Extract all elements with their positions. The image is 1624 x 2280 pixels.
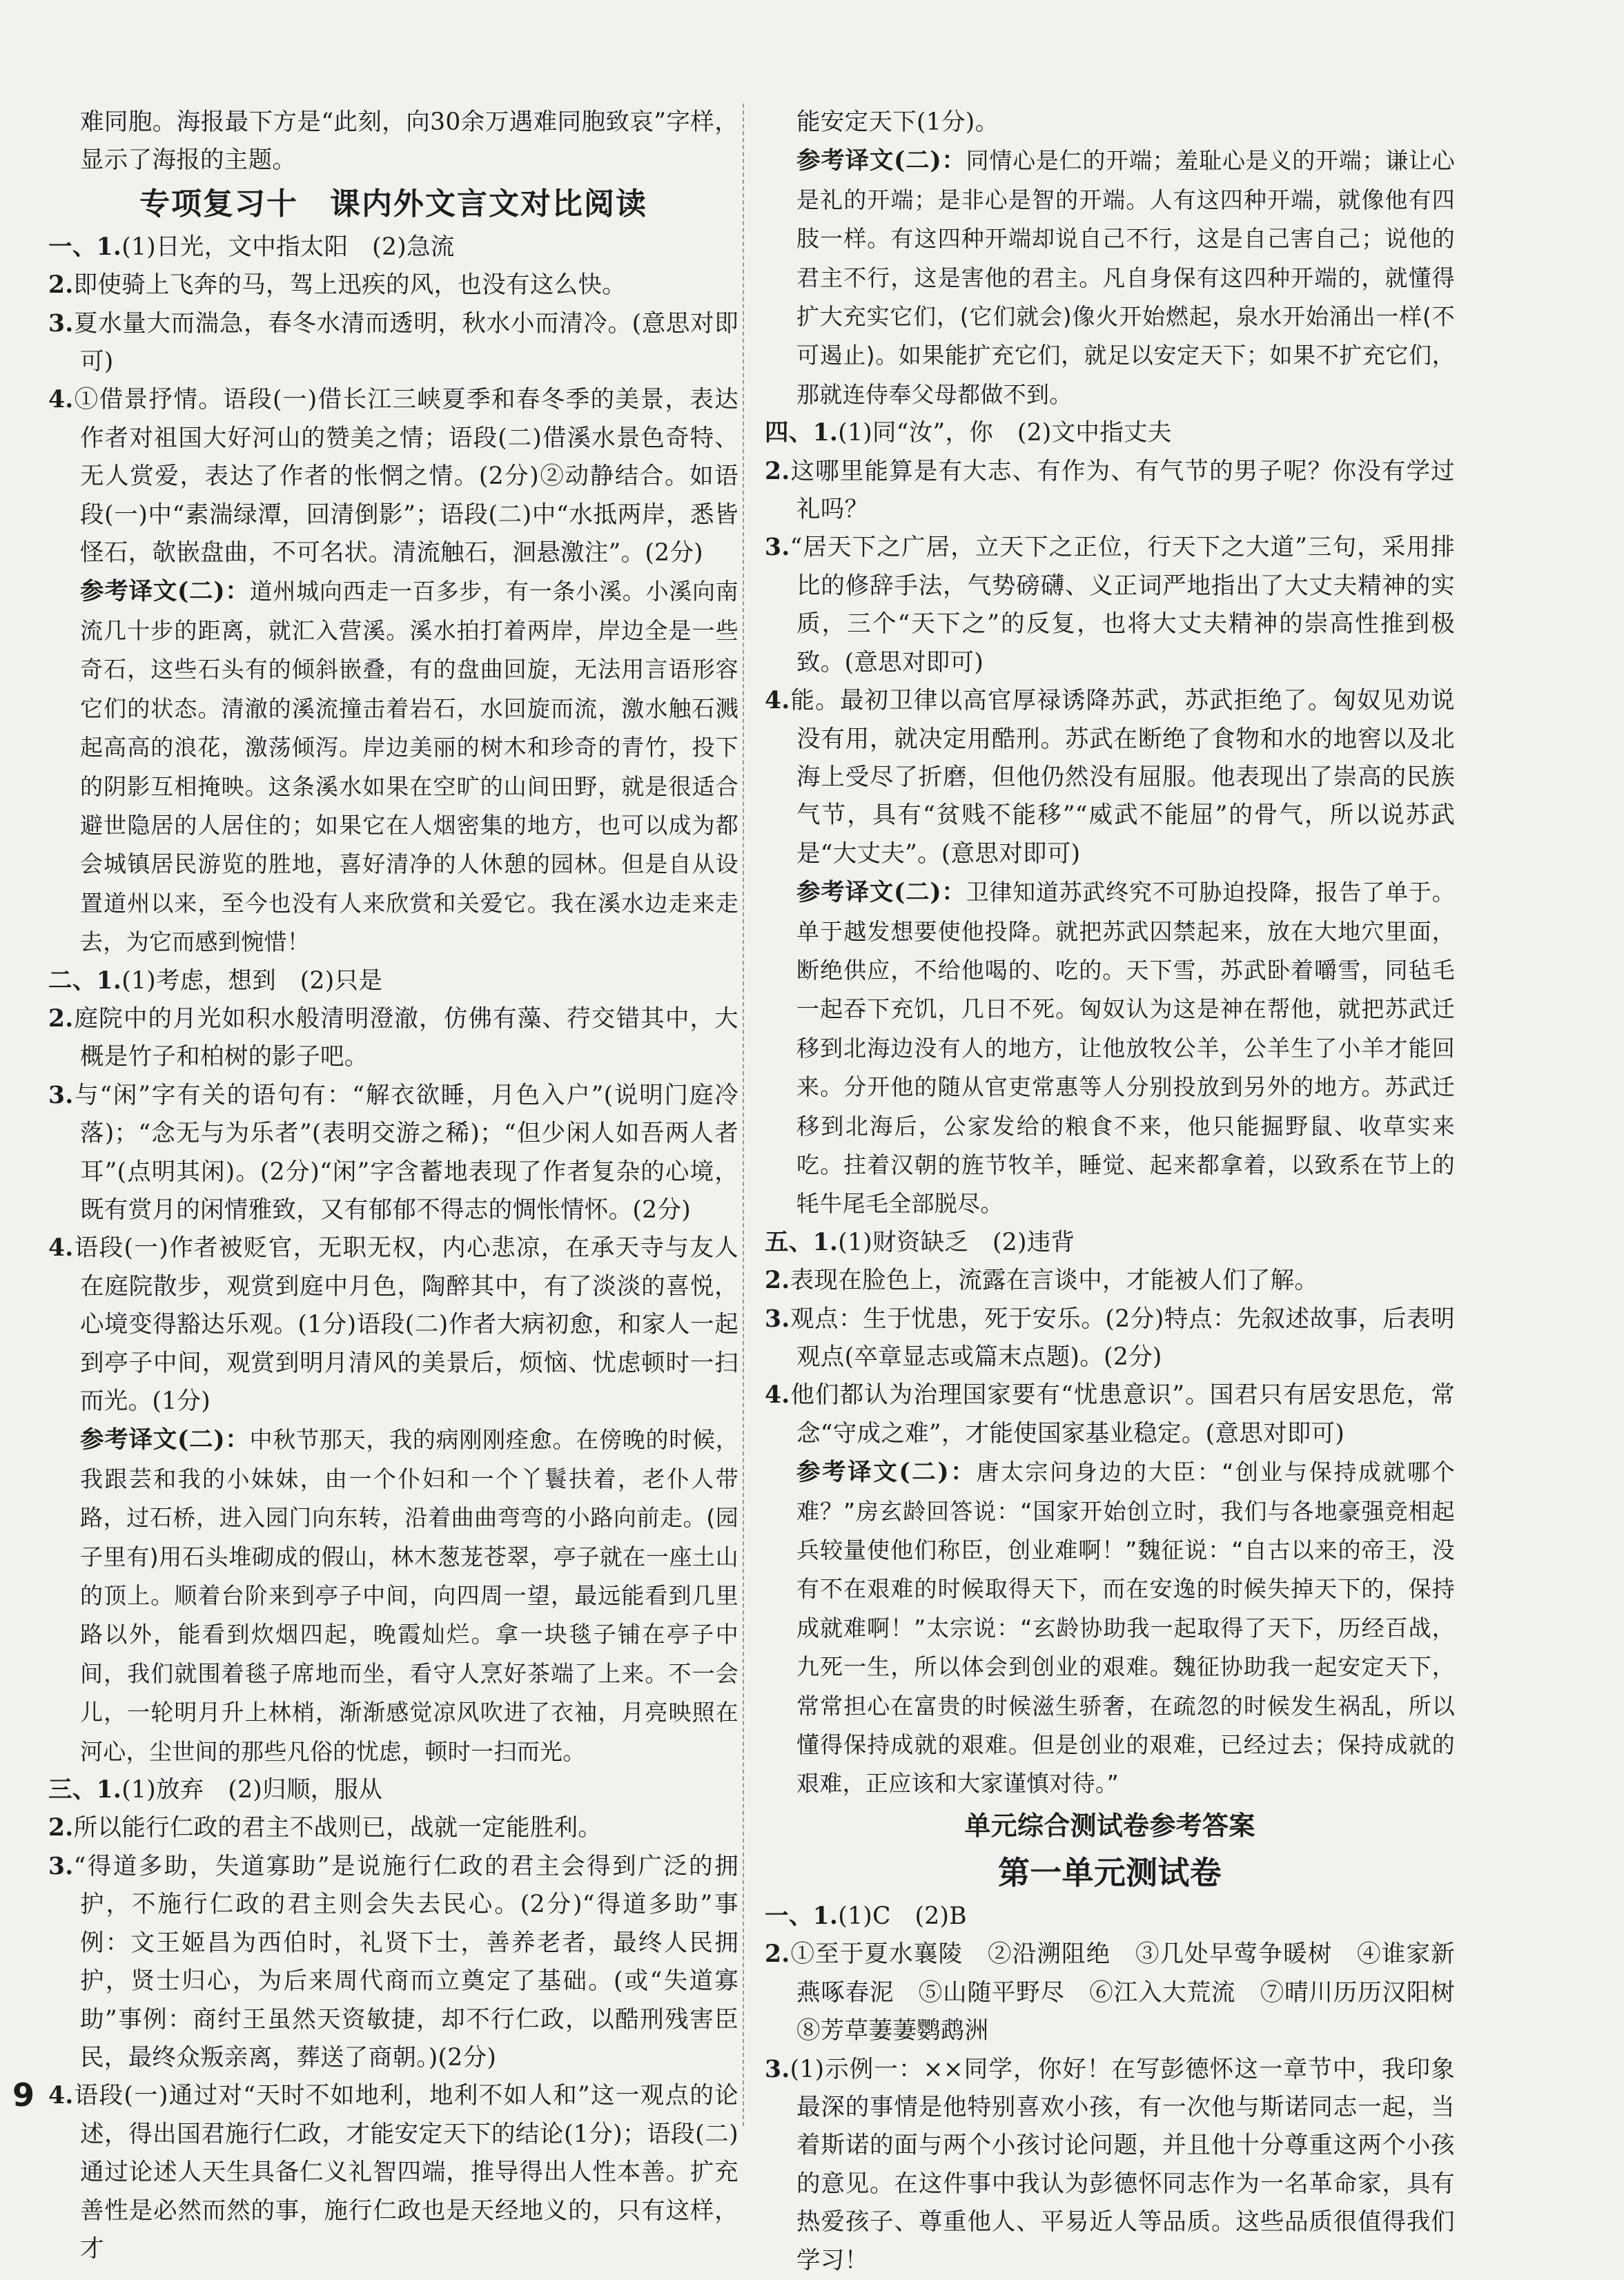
- unit-test-heading: 第一单元测试卷: [997, 1853, 1222, 1891]
- reference-translation: 参考译文(二)：道州城向西走一百多步，有一条小溪。小溪向南流几十步的距离，就汇入营溪。溪水拍打着两岸，岸边全是一些奇石，这些石头有的倾斜嵌叠，有的盘曲回旋，无法用言语形容它们的状态。清澈的溪流撞击着岩石，水回旋而流，激水触石溅起高高的浪花，激荡倾泻。岸边美丽的树木和珍奇的青竹，投下的阴影互相掩映。这条溪水如果在空旷的山间田野，就是很适合避世隐居的人居住的；如果它在人烟密集的地方，也可以成为都会城镇居民游览的胜地，喜好清净的人休憩的园林。但是自从设置道州以来，至今也没有人来欣赏和关爱它。我在溪水边走来走去，为它而感到惋惜！: [80, 578, 739, 956]
- continued-text: 能安定天下(1分)。: [796, 108, 999, 136]
- reference-translation: 参考译文(二)：同情心是仁的开端；羞耻心是义的开端；谦让心是礼的开端；是非心是智的开端。人有这四种开端，就像他有四肢一样。有这四种开端却说自己不行，这是自己害自己；说他的君主不行，这是害他的君主。凡自身保有这四种开端的，就懂得扩大充实它们，(它们就会)像火开始燃起，泉水开始涌出一样(不可遏止)。如果能扩充它们，就足以安定天下；如果不扩充它们，那就连侍奉父母都做不到。: [796, 147, 1456, 408]
- list-item: 3.与“闲”字有关的语句有：“解衣欲睡，月色入户”(说明门庭冷落)；“念无与为乐者”(表明交游之稀)；“但少闲人如吾两人者耳”(点明其闲)。(2分)“闲”字含蓄地表现了作者复杂的心境，既有赏月的闲情雅致，又有郁郁不得志的惆怅情怀。(2分): [48, 1081, 738, 1224]
- list-item: 2.即使骑上飞奔的马，驾上迅疾的风，也没有这么快。: [48, 271, 627, 300]
- list-item: 3.“得道多助，失道寡助”是说施行仁政的君主会得到广泛的拥护，不施行仁政的君主则会失去民心。(2分)“得道多助”事例：文王姬昌为西伯时，礼贤下士，善养老者，最终人民拥护，贤士归心，为后来周代商而立奠定了基础。(或“失道寡助”事例：商纣王虽然天资敏捷，却不行仁政，以酷刑残害臣民，最终众叛亲离，葬送了商朝。)(2分): [48, 1852, 738, 2072]
- list-item: 4.①借景抒情。语段(一)借长江三峡夏季和春冬季的美景，表达作者对祖国大好河山的赞美之情；语段(二)借溪水景色奇特、无人赏爱，表达了作者的怅惘之情。(2分)②动静结合。如语段(一)中“素湍绿潭，回清倒影”；语段(二)中“水抵两岸，悉皆怪石，欹嵌盘曲，不可名状。清流触石，洄悬激注”。(2分): [48, 386, 738, 567]
- list-item: 一、1.(1)C (2)B: [765, 1902, 967, 1930]
- list-item: 2.表现在脸色上，流露在言谈中，才能被人们了解。: [765, 1267, 1319, 1295]
- list-item: 4.他们都认为治理国家要有“忧患意识”。国君只有居安思危，常念“守成之难”，才能使国家基业稳定。(意思对即可): [765, 1381, 1455, 1448]
- list-item: 三、1.(1)放弃 (2)归顺，服从: [48, 1776, 383, 1804]
- left-column: [48, 104, 738, 2268]
- list-item: 2.所以能行仁政的君主不战则已，战就一定能胜利。: [48, 1814, 603, 1842]
- list-item: 3.夏水量大而湍急，春冬水清而透明，秋水小而清冷。(意思对即可): [48, 309, 738, 376]
- list-item: 4.语段(一)作者被贬官，无职无权，内心悲凉，在承天寺与友人在庭院散步，观赏到庭中月色，陶醉其中，有了淡淡的喜悦，心境变得豁达乐观。(1分)语段(二)作者大病初愈，和家人一起到亭子中间，观赏到明月清风的美景后，烦恼、忧虑顿时一扫而光。(1分): [48, 1234, 738, 1415]
- list-item: 3.“居天下之广居，立天下之正位，行天下之大道”三句，采用排比的修辞手法，气势磅礴、义正词严地指出了大丈夫精神的实质，三个“天下之”的反复，也将大丈夫精神的崇高性推到极致。(意思对即可): [765, 534, 1455, 676]
- list-item: 四、1.(1)同“汝”，你 (2)文中指丈夫: [765, 419, 1172, 447]
- list-item: 3.(1)示例一：××同学，你好！在写彭德怀这一章节中，我印象最深的事情是他特别喜欢小孩，有一次他与斯诺同志一起，当着斯诺的面与两个小孩讨论问题，并且他十分尊重这两个小孩的意见。在这件事中我认为彭德怀同志作为一名革命家，具有热爱孩子、尊重他人、平易近人等品质。这些品质很值得我们学习！: [765, 2055, 1455, 2274]
- list-item: 3.观点：生于忧患，死于安乐。(2分)特点：先叙述故事，后表明观点(卒章显志或篇末点题)。(2分): [765, 1305, 1455, 1371]
- reference-translation: 参考译文(二)：卫律知道苏武终究不可胁迫投降，报告了单于。单于越发想要使他投降。就把苏武囚禁起来，放在大地穴里面，断绝供应，不给他喝的、吃的。天下雪，苏武卧着嚼雪，同毡毛一起吞下充饥，几日不死。匈奴认为这是神在帮他，就把苏武迁移到北海边没有人的地方，让他放牧公羊，公羊生了小羊才能回来。分开他的随从官吏常惠等人分别投放到另外的地方。苏武迁移到北海后，公家发给的粮食不来，他只能掘野鼠、收草实来吃。拄着汉朝的旌节牧羊，睡觉、起来都拿着，以致系在节上的牦牛尾毛全部脱尽。: [796, 879, 1456, 1218]
- list-item: 2.庭院中的月光如积水般清明澄澈，仿佛有藻、荇交错其中，大概是竹子和柏树的影子吧。: [48, 1004, 738, 1071]
- list-item: 2.①至于夏水襄陵 ②沿溯阻绝 ③几处早莺争暖树 ④谁家新燕啄春泥 ⑤山随平野尽 ⑥江入大荒流 ⑦晴川历历汉阳树 ⑧芳草萋萋鹦鹉洲: [765, 1940, 1479, 2045]
- column-divider: [743, 104, 744, 2126]
- list-item: 4.语段(一)通过对“天时不如地利，地利不如人和”这一观点的论述，得出国君施行仁政，才能安定天下的结论(1分)；语段(二)通过论述人天生具备仁义礼智四端，推导得出人性本善。扩充善性是必然而然的事，施行仁政也是天经地义的，只有这样，才: [48, 2082, 738, 2263]
- answers-heading: 单元综合测试卷参考答案: [964, 1810, 1255, 1841]
- list-item: 4.能。最初卫律以高官厚禄诱降苏武，苏武拒绝了。匈奴见劝说没有用，就决定用酷刑。苏武在断绝了食物和水的地窖以及北海上受尽了折磨，但他仍然没有屈服。他表现出了崇高的民族气节，具有“贫贱不能移”“威武不能屈”的骨气，所以说苏武是“大丈夫”。(意思对即可): [765, 687, 1455, 868]
- reference-translation: 参考译文(二)：中秋节那天，我的病刚刚痊愈。在傍晚的时候，我跟芸和我的小妹妹，由一个仆妇和一个丫鬟扶着，老仆人带路，过石桥，进入园门向东转，沿着曲曲弯弯的小路向前走。(园子里有)用石头堆砌成的假山，林木葱茏苍翠，亭子就在一座土山的顶上。顺着台阶来到亭子中间，向四周一望，最远能看到几里路以外，能看到炊烟四起，晚霞灿烂。拿一块毯子铺在亭子中间，我们就围着毯子席地而坐，看守人烹好茶端了上来。不一会儿，一轮明月升上林梢，渐渐感觉凉风吹进了衣袖，月亮映照在河心，尘世间的那些凡俗的忧虑，顿时一扫而光。: [80, 1426, 739, 1765]
- list-item: 2.这哪里能算是有大志、有作为、有气节的男子呢？你没有学过礼吗？: [765, 457, 1455, 524]
- list-item: 二、1.(1)考虑，想到 (2)只是: [48, 966, 383, 995]
- section-title: 专项复习十 课内外文言文对比阅读: [139, 186, 647, 222]
- list-item: 五、1.(1)财资缺乏 (2)违背: [765, 1228, 1075, 1256]
- list-item: 一、1.(1)日光，文中指太阳 (2)急流: [48, 233, 455, 261]
- reference-translation: 参考译文(二)：唐太宗问身边的大臣：“创业与保持成就哪个难？”房玄龄回答说：“国家开始创立时，我们与各地豪强竞相起兵较量使他们称臣，创业难啊！”魏征说：“自古以来的帝王，没有不在艰难的时候取得天下，而在安逸的时候失掉天下的，保持成就难啊！”太宗说：“玄龄协助我一起取得了天下，历经百战，九死一生，所以体会到创业的艰难。魏征协助我一起安定天下，常常担心在富贵的时候滋生骄奢，在疏忽的时候发生祸乱，所以懂得保持成就的艰难。但是创业的艰难，已经过去；保持成就的艰难，正应该和大家谨慎对待。”: [796, 1459, 1455, 1797]
- right-column: [765, 104, 1479, 2280]
- intro-paragraph: 难同胞。海报最下方是“此刻，向30余万遇难同胞致哀”字样，显示了海报的主题。: [80, 108, 738, 175]
- page-number: 9: [12, 2076, 35, 2114]
